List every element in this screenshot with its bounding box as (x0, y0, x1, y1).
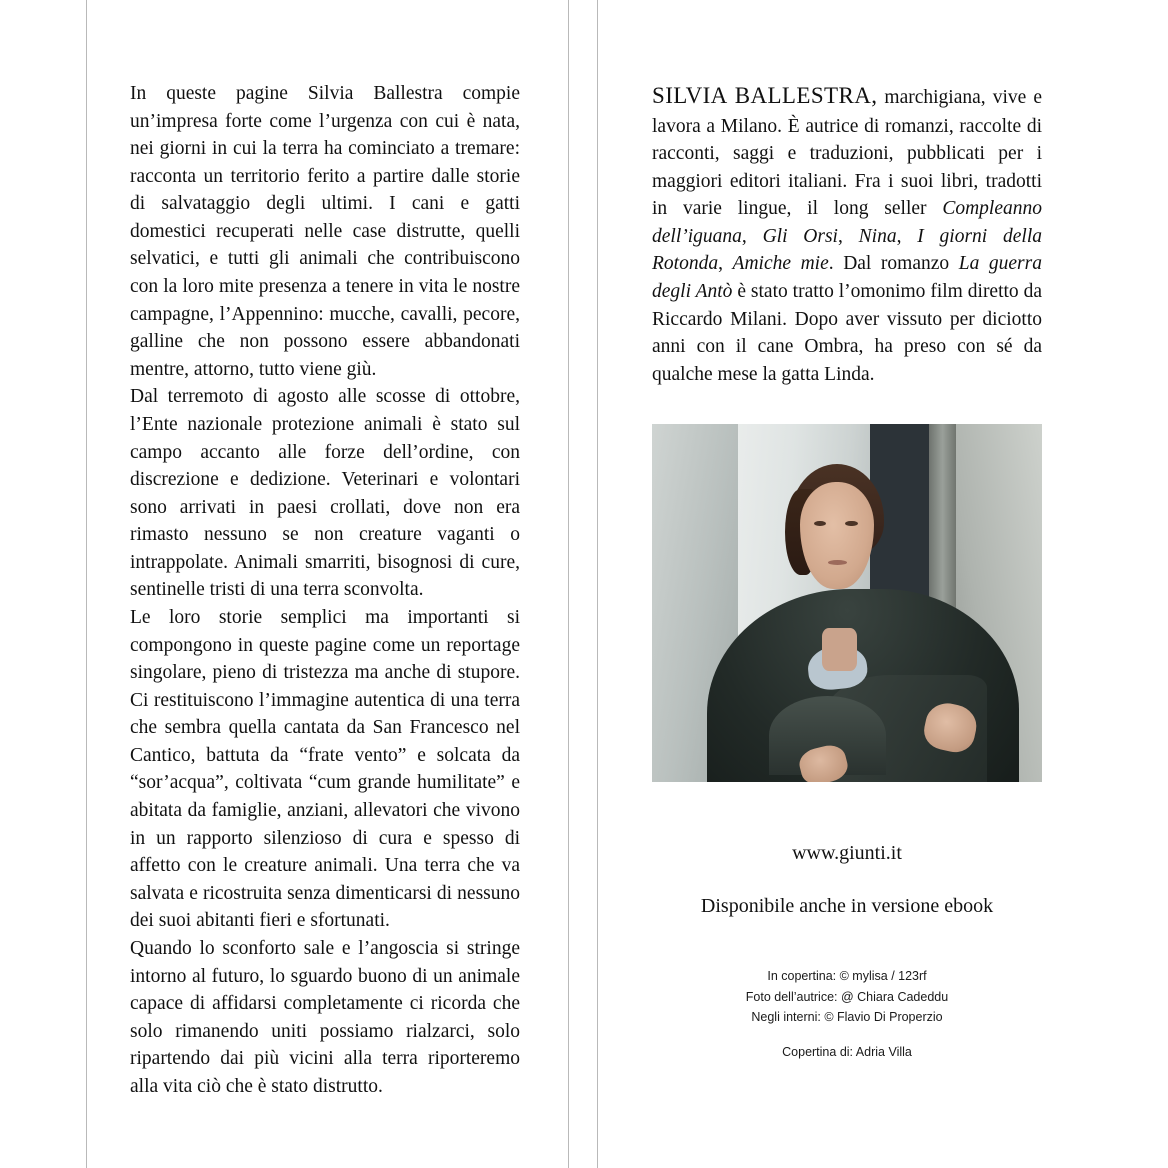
bio-text-2: . Dal romanzo (828, 253, 959, 275)
bio-text-1: marchigiana, vive e lavora a Milano. È autrice di romanzi, raccolte di racconti, saggi e traduzioni, pubblicati per i maggiori editori italiani. Fra i suoi libri, tradotti in varie lingue, il long seller (652, 87, 1042, 220)
cover-designer-credit: Copertina di: Adria Villa (782, 1045, 912, 1060)
bio-sep-1: , (741, 225, 763, 247)
bio-sep-4: , (718, 253, 733, 275)
flap-paragraph: Dal terremoto di agosto alle scosse di ottobre, l’Ente nazionale protezione animali è stato sul campo accanto alle forze dell’ordine, con discrezione e dedizione. Veterinari e volontari sono arrivati in paesi crollati, dove non era rimasto nessuno se non creature vaganti o intrappolate. Animali smarriti, bisognosi di cure, sentinelle tristi di una terra sconvolta. (130, 386, 520, 601)
credit-line: Negli interni: © Flavio Di Properzio (751, 1009, 943, 1024)
credit-line: Foto dell’autrice: @ Chiara Cadeddu (745, 989, 949, 1004)
flap-paragraph: In queste pagine Silvia Ballestra compie un’impresa forte come l’urgenza con cui è nata, nei giorni in cui la terra ha cominciato a tremare: racconta un territorio ferito a partire dalle storie di salvataggio degli ultimi. I cani e gatti domestici recuperati nelle case distrutte, quelli selvatici, e tutti gli animali che contribuiscono con la loro mite presenza a tenere in vita le nostre campagne, l’Appennino: mucche, cavalli, pecore, galline che non possono essere abbandonati mentre, attorno, tutto viene giù. (130, 83, 520, 380)
flap-paragraph: Le loro storie semplici ma importanti si compongono in queste pagine come un reportage singolare, pieno di tristezza ma anche di stupore. Ci restituiscono l’immagine autentica di una terra che sembra quella cantata da San Francesco nel Cantico, battuta da “frate vento” e solcata da “sor’acqua”, coltivata “cum grande humilitate” e abitata da famiglie, anziani, allevatori che vivono in un rapporto silenzioso di cura e spesso di affetto con le creature animali. Una terra che va salvata e ricostruita senza dimenticarsi di nessuno dei suoi abitanti fieri e sfortunati. (130, 606, 520, 932)
image-credits (652, 966, 1042, 1027)
credit-line: In copertina: © mylisa / 123rf (767, 969, 927, 984)
author-name: SILVIA BALLESTRA, (652, 83, 878, 108)
fold-rule-right (597, 0, 598, 1168)
bio-sep-2: , (837, 225, 859, 247)
fold-rule-left (86, 0, 87, 1168)
photo-neck (822, 628, 857, 671)
book-title-guerra-anto: La guerra degli Antò (652, 253, 1042, 302)
ebook-availability-note: Disponibile anche in versione ebook (700, 895, 994, 918)
book-title-gli-orsi: Gli Orsi (762, 225, 838, 247)
book-title-nina: Nina (858, 225, 897, 247)
author-bio (652, 80, 1042, 388)
bio-sep-3: , (896, 225, 918, 247)
author-photo (652, 424, 1042, 782)
book-title-amiche-mie: Amiche mie (732, 253, 829, 275)
fold-rule-middle (568, 0, 569, 1168)
flap-blurb (130, 80, 520, 1100)
flap-paragraph: Quando lo sconforto sale e l’angoscia si stringe intorno al futuro, lo sguardo buono di un animale capace di affidarsi completamente ci ricorda che solo rimanendo uniti possiamo rialzarci, solo ripartendo dai più vicini alla terra riporteremo alla vita ciò che è stato distrutto. (130, 937, 520, 1097)
bio-text-3: è stato tratto l’omonimo film diretto da Riccardo Milani. Dopo aver vissuto per diciotto anni con il cane Ombra, ha preso con sé da qualche mese la gatta Linda. (652, 281, 1043, 385)
book-title-compleanno: Compleanno dell’iguana (652, 198, 1042, 247)
book-title-rotonda: I giorni della Rotonda (652, 225, 1042, 275)
back-cover-panel (652, 80, 1042, 1059)
publisher-website[interactable]: www.giunti.it (792, 842, 902, 865)
